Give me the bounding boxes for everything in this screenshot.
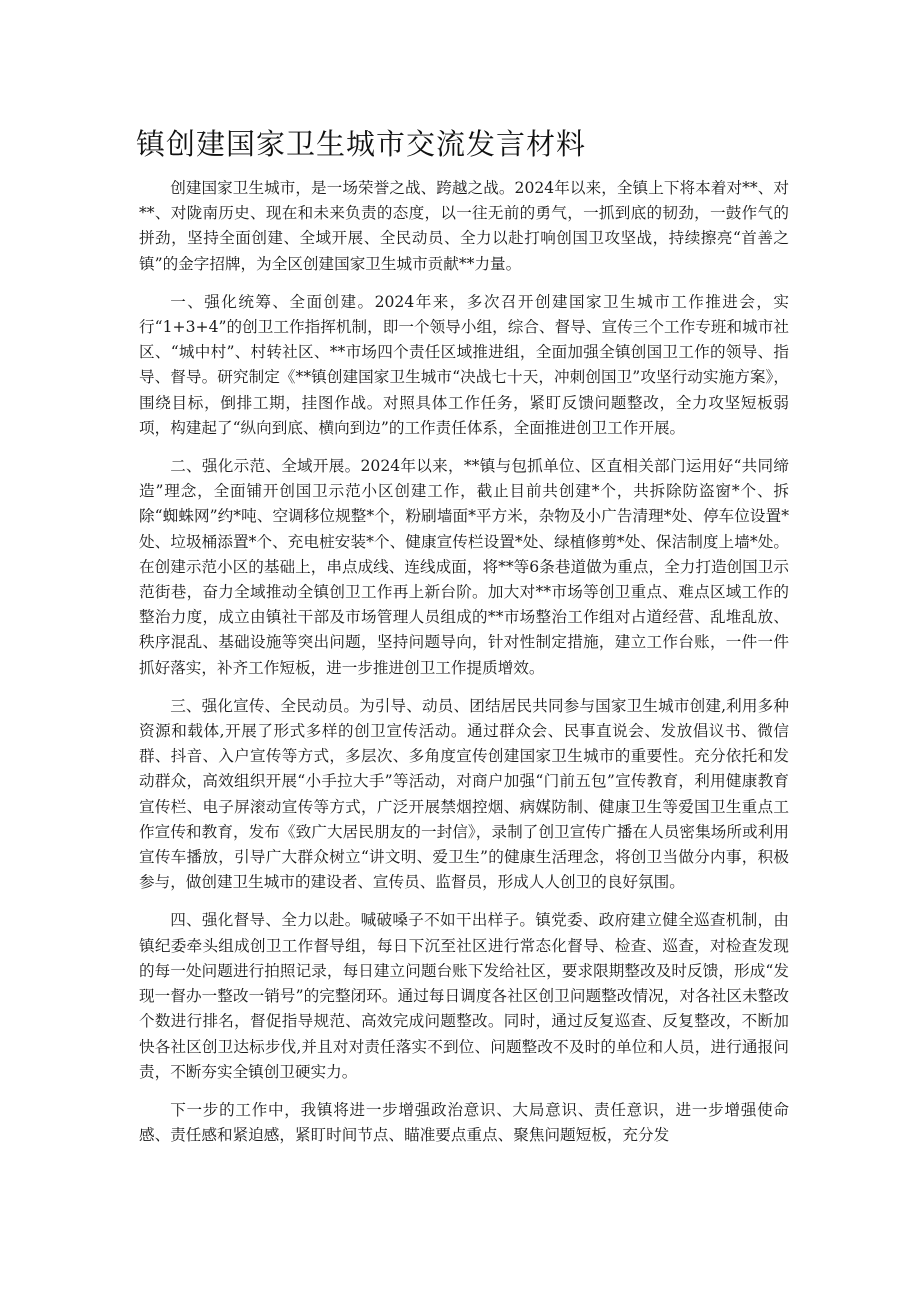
paragraph-intro: 创建国家卫生城市，是一场荣誉之战、跨越之战。2024年以来，全镇上下将本着对**、对**、对陇南历史、现在和未来负责的态度，以一往无前的勇气，一抓到底的韧劲，一鼓作气的拼劲，坚持全面创建、全域开展、全民动员、全力以赴打响创国卫攻坚战，持续擦亮“首善之镇”的金字招牌，为全区创建国家卫生城市贡献**力量。 (139, 179, 789, 273)
paragraph-section-2: 二、强化示范、全域开展。2024年以来，**镇与包抓单位、区直相关部门运用好“共同缔造”理念，全面铺开创国卫示范小区创建工作，截止目前共创建*个，共拆除防盗窗*个、拆除“蜘蛛网”约*吨、空调移位规整*个，粉刷墙面*平方米，杂物及小广告清理*处、停车位设置*处、垃圾桶添置*个、充电桩安装*个、健康宣传栏设置*处、绿植修剪*处、保洁制度上墙*处。在创建示范小区的基础上，串点成线、连线成面，将**等6条巷道做为重点，全力打造创国卫示范街巷，奋力全域推动全镇创卫工作再上新台阶。加大对**市场等创卫重点、难点区域工作的整治力度，成立由镇社干部及市场管理人员组成的**市场整治工作组对占道经营、乱堆乱放、秩序混乱、基础设施等突出问题，坚持问题导向，针对性制定措施，建立工作台账，一件一件抓好落实，补齐工作短板，进一步推进创卫工作提质增效。 (139, 457, 789, 677)
paragraph-section-3: 三、强化宣传、全民动员。为引导、动员、团结居民共同参与国家卫生城市创建,利用多种资源和载体,开展了形式多样的创卫宣传活动。通过群众会、民事直说会、发放倡议书、微信群、抖音、入户宣传等方式，多层次、多角度宣传创建国家卫生城市的重要性。充分依托和发动群众，高效组织开展“小手拉大手”等活动，对商户加强“门前五包”宣传教育，利用健康教育宣传栏、电子屏滚动宣传等方式，广泛开展禁烟控烟、病媒防制、健康卫生等爱国卫生重点工作宣传和教育，发布《致广大居民朋友的一封信》，录制了创卫宣传广播在人员密集场所或利用宣传车播放，引导广大群众树立“讲文明、爱卫生”的健康生活理念，将创卫当做分内事，积极参与，做创建卫生城市的建设者、宣传员、监督员，形成人人创卫的良好氛围。 (139, 696, 789, 892)
paragraph-section-4: 四、强化督导、全力以赴。喊破嗓子不如干出样子。镇党委、政府建立健全巡查机制，由镇纪委牵头组成创卫工作督导组，每日下沉至社区进行常态化督导、检查、巡查，对检查发现的每一处问题进行拍照记录，每日建立问题台账下发给社区，要求限期整改及时反馈，形成“发现一督办一整改一销号”的完整闭环。通过每日调度各社区创卫问题整改情况，对各社区未整改个数进行排名，督促指导规范、高效完成问题整改。同时，通过反复巡查、反复整改，不断加快各社区创卫达标步伐,并且对对责任落实不到位、问题整改不及时的单位和人员，进行通报问责，不断夯实全镇创卫硬实力。 (139, 911, 789, 1081)
paragraph-section-1: 一、强化统筹、全面创建。2024年来，多次召开创建国家卫生城市工作推进会，实行“1+3+4”的创卫工作指挥机制，即一个领导小组，综合、督导、宣传三个工作专班和城市社区、“城中村”、村转社区、**市场四个责任区域推进组，全面加强全镇创国卫工作的领导、指导、督导。研究制定《**镇创建国家卫生城市“决战七十天，冲刺创国卫”攻坚行动实施方案》，围绕目标，倒排工期，挂图作战。对照具体工作任务，紧盯反馈问题整改，全力攻坚短板弱项，构建起了“纵向到底、横向到边”的工作责任体系，全面推进创卫工作开展。 (139, 292, 789, 437)
document-body (139, 176, 789, 1161)
document-title: 镇创建国家卫生城市交流发言材料 (136, 127, 587, 161)
paragraph-next-steps: 下一步的工作中，我镇将进一步增强政治意识、大局意识、责任意识，进一步增强使命感、责任感和紧迫感，紧盯时间节点、瞄准要点重点、聚焦问题短板，充分发 (139, 1100, 789, 1145)
